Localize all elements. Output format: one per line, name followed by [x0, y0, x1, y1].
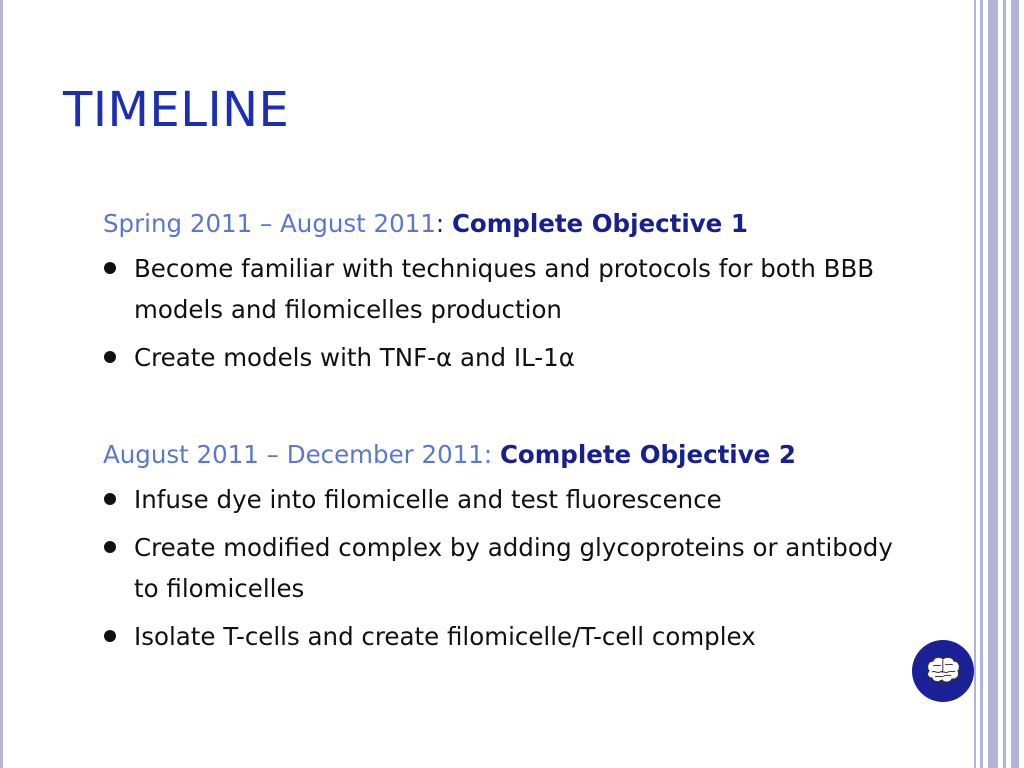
section-spacer: [103, 378, 893, 434]
bullet-icon: [104, 262, 116, 274]
header-separator: :: [435, 209, 452, 238]
timeline-section-1: [103, 203, 893, 378]
bullet-icon: [104, 630, 116, 642]
stripe: [1003, 0, 1006, 768]
bullet-icon: [104, 541, 116, 553]
stripe: [1011, 0, 1019, 768]
bullet-item: [103, 479, 893, 520]
brain-badge: [912, 640, 974, 702]
bullet-icon: [104, 351, 116, 363]
timeline-content: [103, 203, 893, 657]
right-decorative-stripes: [974, 0, 1024, 768]
section-header: [103, 203, 893, 244]
bullet-icon: [104, 493, 116, 505]
bullet-list: [103, 248, 893, 378]
bullet-text: Infuse dye into filomicelle and test fluorescence: [134, 485, 722, 514]
bullet-item: [103, 337, 893, 378]
bullet-text: Isolate T-cells and create filomicelle/T-cell complex: [134, 622, 756, 651]
timeline-section-2: [103, 434, 893, 657]
slide-title: TIMELINE: [63, 82, 290, 138]
left-border: [0, 0, 3, 768]
bullet-item: [103, 616, 893, 657]
objective-label: Complete Objective 1: [451, 209, 748, 238]
bullet-text: Create models with TNF-α and IL-1α: [134, 343, 575, 372]
section-header: [103, 434, 893, 475]
objective-label: Complete Objective 2: [499, 440, 796, 469]
bullet-text: Become familiar with techniques and protocols for both BBB models and filomicelles production: [134, 254, 875, 324]
stripe: [988, 0, 998, 768]
bullet-text: Create modified complex by adding glycoproteins or antibody to filomicelles: [134, 533, 893, 603]
bullet-list: [103, 479, 893, 657]
stripe: [974, 0, 976, 768]
brain-icon: [923, 653, 963, 689]
bullet-item: [103, 248, 893, 330]
stripe: [980, 0, 983, 768]
date-range: August 2011 – December 2011:: [103, 440, 500, 469]
date-range: Spring 2011 – August 2011: [103, 209, 436, 238]
bullet-item: [103, 527, 893, 609]
